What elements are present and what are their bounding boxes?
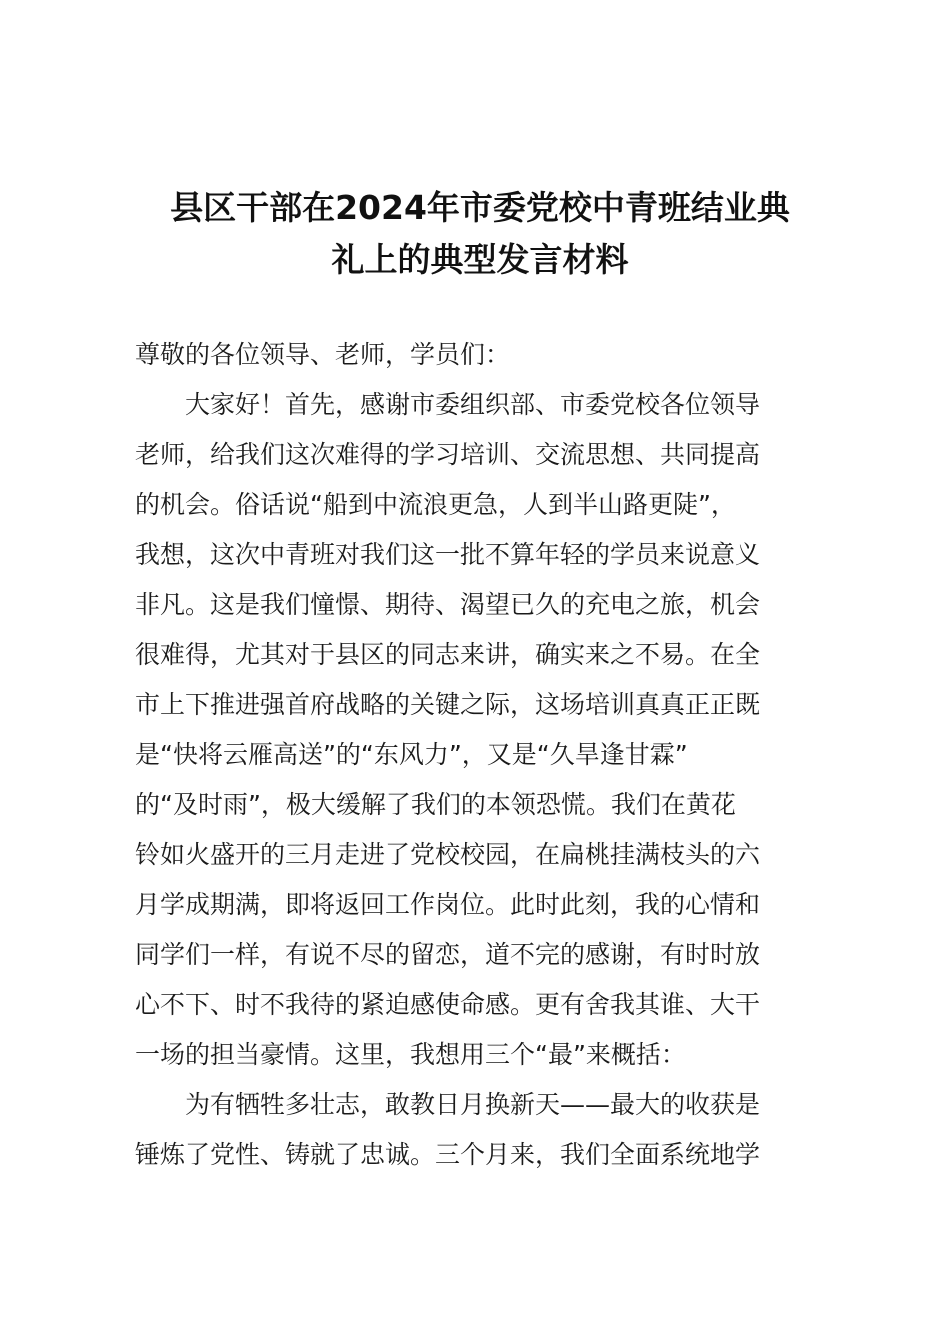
- paragraph-line: 很难得，尤其对于县区的同志来讲，确实来之不易。在全: [135, 640, 761, 669]
- paragraph-line: 铃如火盛开的三月走进了党校校园，在扁桃挂满枝头的六: [135, 840, 761, 869]
- paragraph-line: 我想，这次中青班对我们这一批不算年轻的学员来说意义: [135, 540, 761, 569]
- document-body: [135, 330, 855, 1180]
- paragraph-line: 大家好！首先，感谢市委组织部、市委党校各位领导: [185, 390, 761, 419]
- paragraph-line: 的“及时雨”，极大缓解了我们的本领恐慌。我们在黄花: [135, 790, 736, 819]
- paragraph-line: 同学们一样，有说不尽的留恋，道不完的感谢，有时时放: [135, 940, 761, 969]
- salutation: 尊敬的各位领导、老师，学员们：: [135, 340, 511, 369]
- paragraph-line: 心不下、时不我待的紧迫感使命感。更有舍我其谁、大干: [135, 990, 761, 1019]
- paragraph-line: 是“快将云雁高送”的“东风力”，又是“久旱逢甘霖”: [135, 740, 688, 769]
- paragraph-line: 月学成期满，即将返回工作岗位。此时此刻，我的心情和: [135, 890, 761, 919]
- paragraph-line: 老师，给我们这次难得的学习培训、交流思想、共同提高: [135, 440, 761, 469]
- paragraph-1: [135, 380, 855, 1080]
- paragraph-2: [135, 1080, 855, 1180]
- paragraph-line: 非凡。这是我们憧憬、期待、渴望已久的充电之旅，机会: [135, 590, 761, 619]
- paragraph-line: 锤炼了党性、铸就了忠诚。三个月来，我们全面系统地学: [135, 1140, 761, 1169]
- paragraph-line: 的机会。俗话说“船到中流浪更急，人到半山路更陡”，: [135, 490, 736, 519]
- paragraph-line: 市上下推进强首府战略的关键之际，这场培训真真正正既: [135, 690, 761, 719]
- document-title: [120, 182, 840, 286]
- title-line-2: 礼上的典型发言材料: [331, 240, 629, 279]
- title-line-1: 县区干部在2024年市委党校中青班结业典: [170, 188, 790, 227]
- paragraph-line: 为有牺牲多壮志，敢教日月换新天——最大的收获是: [185, 1090, 761, 1119]
- paragraph-line: 一场的担当豪情。这里，我想用三个“最”来概括：: [135, 1040, 686, 1069]
